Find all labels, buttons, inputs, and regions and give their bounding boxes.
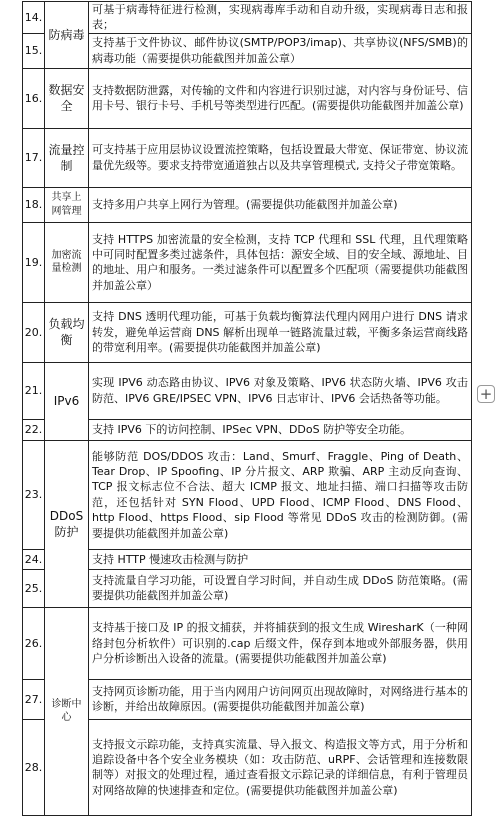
description-cell: 支持 HTTPS 加密流量的安全检测，支持 TCP 代理和 SSL 代理，且代理策略中可同时配置多类过滤条件，具体包括：源安全域、目的安全域、源地址、目的地址、用户和服务。一类过滤条件可以配置多个匹配项（需要提供功能截图并加盖公章） <box>89 222 472 302</box>
table-row <box>23 2 472 34</box>
table-row <box>23 549 472 569</box>
table-row <box>23 128 472 187</box>
table-row <box>23 68 472 128</box>
category-cell: 防病毒 <box>45 2 89 69</box>
description-cell: 支持数据防泄露，对传输的文件和内容进行识别过滤，对内容与身份证号、信用卡号、银行卡号、手机号等类型进行匹配。(需要提供功能截图并加盖公章) <box>89 68 472 128</box>
row-number: 20. <box>23 302 45 362</box>
description-cell: 支持多用户共享上网行为管理。(需要提供功能截图并加盖公章) <box>89 187 472 222</box>
description-cell: 支持报文示踪功能，支持真实流量、导入报文、构造报文等方式，用于分析和追踪设备中各个安全业务模块（如：攻击防范、uRPF、会话管理和连接数限制等）对报文的处理过程，通过查看报文示踪记录的详细信息，有利于管理员对网络故障的快速排查和定位。(需要提供功能截图并加盖公章) <box>89 719 472 815</box>
table-row <box>23 440 472 549</box>
row-number: 23. <box>23 440 45 549</box>
category-cell: IPv6 <box>45 362 89 440</box>
description-cell: 支持 HTTP 慢速攻击检测与防护 <box>89 549 472 569</box>
row-number: 26. <box>23 607 45 679</box>
table-row <box>23 362 472 419</box>
description-cell: 支持流量自学习功能，可设置自学习时间，并自动生成 DDoS 防范策略。(需要提供功能截图并加盖公章) <box>89 569 472 607</box>
row-number: 17. <box>23 128 45 187</box>
description-cell: 可支持基于应用层协议设置流控策略，包括设置最大带宽、保证带宽、协议流量优先级等。要求支持带宽通道独占以及共享管理模式, 支持父子带宽策略。 <box>89 128 472 187</box>
table-row <box>23 302 472 362</box>
table-row <box>23 33 472 68</box>
row-number: 16. <box>23 68 45 128</box>
category-cell: 数据安全 <box>45 68 89 128</box>
spec-table <box>22 1 472 816</box>
category-cell: 诊断中心 <box>45 607 89 815</box>
add-button[interactable] <box>477 385 495 403</box>
row-number: 27. <box>23 679 45 719</box>
table-row <box>23 719 472 815</box>
description-cell: 可基于病毒特征进行检测，实现病毒库手动和自动升级，实现病毒日志和报表； <box>89 2 472 34</box>
row-number: 14. <box>23 2 45 34</box>
table-row <box>23 607 472 679</box>
category-cell: DDoS防护 <box>45 440 89 607</box>
row-number: 25. <box>23 569 45 607</box>
table-row <box>23 679 472 719</box>
description-cell: 支持基于接口及 IP 的报文捕获，并将捕获到的报文生成 WiresharK（一种网络封包分析软件）可识别的.cap 后缀文件，保存到本地或外部服务器，供用户分析诊断出入设备的流量。(需要提供功能截图并加盖公章) <box>89 607 472 679</box>
description-cell: 支持基于文件协议、邮件协议(SMTP/POP3/imap)、共享协议(NFS/SMB)的病毒功能（需要提供功能截图并加盖公章） <box>89 33 472 68</box>
category-cell: 负载均衡 <box>45 302 89 362</box>
description-cell: 支持网页诊断功能，用于当内网用户访问网页出现故障时，对网络进行基本的诊断，并给出故障原因。(需要提供功能截图并加盖公章) <box>89 679 472 719</box>
row-number: 22. <box>23 419 45 440</box>
row-number: 28. <box>23 719 45 815</box>
plus-icon: + <box>479 385 493 403</box>
description-cell: 实现 IPV6 动态路由协议、IPV6 对象及策略、IPV6 状态防火墙、IPV6 攻击防范、IPV6 GRE/IPSEC VPN、IPV6 日志审计、IPV6 会话热备等功能。 <box>89 362 472 419</box>
table-row <box>23 222 472 302</box>
row-number: 21. <box>23 362 45 419</box>
table-row <box>23 419 472 440</box>
row-number: 18. <box>23 187 45 222</box>
category-cell: 共享上网管理 <box>45 187 89 222</box>
row-number: 15. <box>23 33 45 68</box>
row-number: 24. <box>23 549 45 569</box>
category-cell: 加密流量检测 <box>45 222 89 302</box>
table-row <box>23 569 472 607</box>
row-number: 19. <box>23 222 45 302</box>
category-cell: 流量控制 <box>45 128 89 187</box>
description-cell: 支持 DNS 透明代理功能，可基于负载均衡算法代理内网用户进行 DNS 请求转发，避免单运营商 DNS 解析出现单一链路流量过载，平衡多条运营商线路的带宽利用率。(需要提供功能截图并加盖公章) <box>89 302 472 362</box>
description-cell: 能够防范 DOS/DDOS 攻击：Land、Smurf、Fraggle、Ping of Death、Tear Drop、IP Spoofing、IP 分片报文、ARP 欺骗、ARP 主动反向查询、TCP 报文标志位不合法、超大 ICMP 报文、地址扫描、端口扫描等攻击防范，还包括针对 SYN Flood、UPD Flood、ICMP Flood、DNS Flood、http Flood、https Flood、sip Flood 等常见 DDoS 攻击的检测防御。(需要提供功能截图并加盖公章) <box>89 440 472 549</box>
description-cell: 支持 IPV6 下的访问控制、IPSec VPN、DDoS 防护等安全功能。 <box>89 419 472 440</box>
table-row <box>23 187 472 222</box>
